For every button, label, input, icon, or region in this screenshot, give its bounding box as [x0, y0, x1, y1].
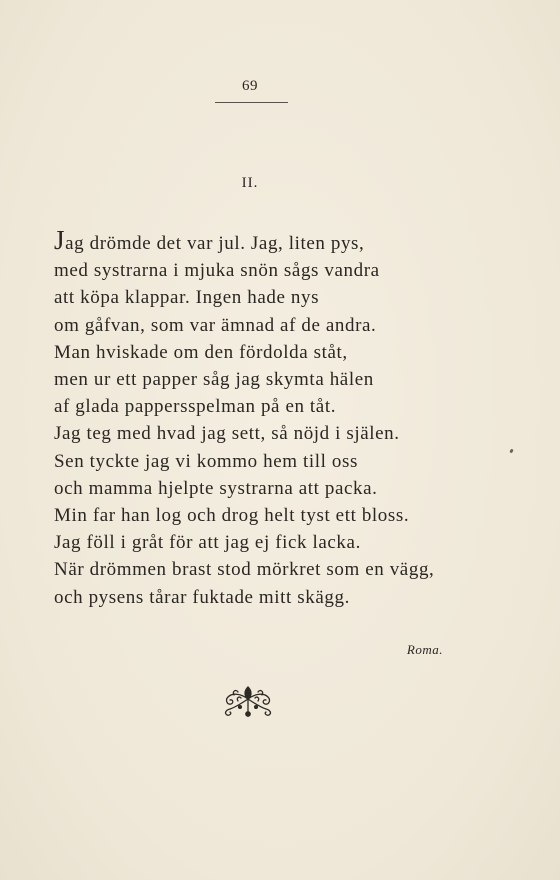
- poem-line: och pysens tårar fuktade mitt skägg.: [54, 586, 350, 608]
- poem-line: med systrarna i mjuka snön sågs vandra: [54, 260, 380, 282]
- poem-line: [54, 225, 524, 257]
- poem-line: Man hviskade om den fördolda ståt,: [54, 341, 348, 363]
- poem-line: af glada pappersspelman på en tåt.: [54, 396, 337, 418]
- poem-line: men ur ett papper såg jag skymta hälen: [54, 369, 374, 391]
- poem-line: När drömmen brast stod mörkret som en vägg,: [54, 559, 435, 581]
- poem-line: Jag föll i gråt för att jag ej fick lacka.: [54, 532, 361, 554]
- header-rule: [215, 102, 288, 103]
- poem-body: [54, 225, 524, 611]
- poem-line: Jag teg med hvad jag sett, så nöjd i själen.: [54, 423, 400, 445]
- poem-line: Sen tyckte jag vi kommo hem till oss: [54, 450, 358, 472]
- floral-vignette-icon: [220, 683, 276, 719]
- poem-line-text: ag drömde det var jul. Jag, liten pys,: [65, 233, 365, 254]
- poem-line: att köpa klappar. Ingen hade nys: [54, 287, 320, 309]
- page-number: 69: [242, 78, 258, 94]
- poem-line: och mamma hjelpte systrarna att packa.: [54, 477, 378, 499]
- section-numeral: II.: [241, 175, 259, 191]
- author-signature: Roma.: [406, 642, 443, 657]
- drop-cap: J: [54, 225, 66, 255]
- poem-line: Min far han log och drog helt tyst ett bloss.: [54, 505, 410, 527]
- poem-line: om gåfvan, som var ämnad af de andra.: [54, 314, 377, 336]
